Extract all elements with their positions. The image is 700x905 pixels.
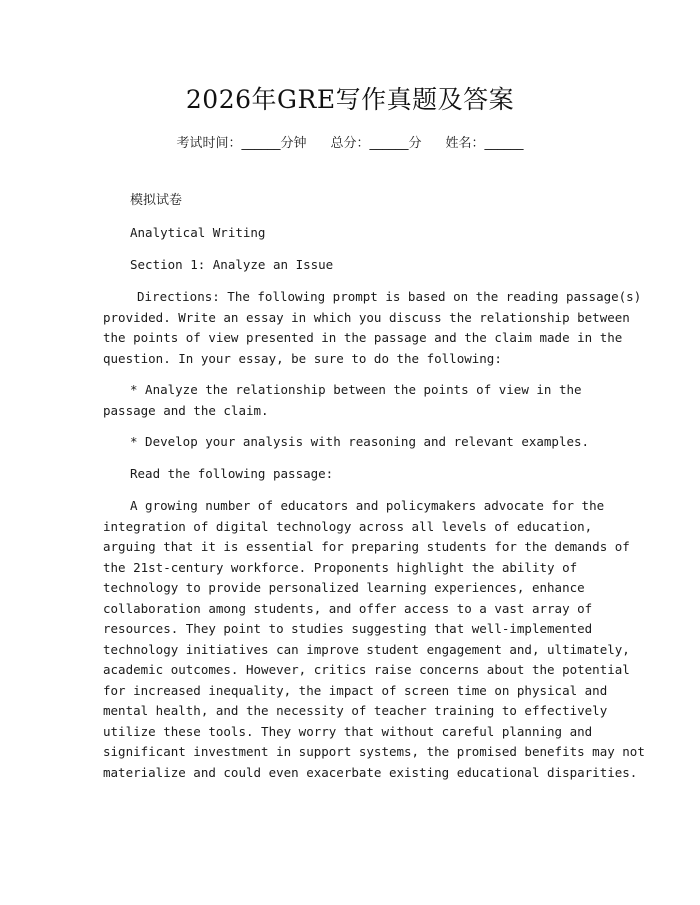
exam-time-field: 考试时间：______分钟: [176, 136, 307, 151]
passage-line: utilize these tools. They worry that without careful planning and: [103, 723, 593, 739]
bullet-item-develop: * Develop your analysis with reasoning and relevant examples.: [130, 434, 590, 449]
section-heading: Section 1: Analyze an Issue: [130, 257, 334, 272]
directions-line: provided. Write an essay in which you discuss the relationship between: [103, 309, 630, 325]
mock-exam-heading: 模拟试卷: [130, 193, 183, 208]
bullet-line: * Analyze the relationship between the points of view in the: [130, 382, 582, 397]
passage-line: resources. They point to studies suggesting that well-implemented: [103, 621, 593, 636]
passage-line: the 21st-century workforce. Proponents highlight the ability of: [103, 559, 578, 575]
directions-line: the points of view presented in the passage and the claim made in the: [103, 330, 623, 345]
passage-line: materialize and could even exacerbate existing educational disparities.: [103, 764, 638, 780]
directions-line: question. In your essay, be sure to do the following:: [103, 350, 502, 366]
directions-line: Directions: The following prompt is based on the reading passage(s): [137, 289, 642, 304]
exam-meta-line: [0, 132, 700, 151]
passage-line: technology initiatives can improve student engagement and, ultimately,: [103, 641, 630, 657]
passage-line: A growing number of educators and policymakers advocate for the: [130, 498, 605, 513]
passage-line: mental health, and the necessity of teacher training to effectively: [103, 703, 608, 718]
passage-paragraph: [103, 496, 645, 783]
directions-paragraph: [103, 287, 642, 369]
section-type-heading: Analytical Writing: [130, 225, 266, 240]
bullet-item-analyze: [103, 380, 608, 421]
passage-line: academic outcomes. However, critics raise concerns about the potential: [103, 662, 630, 677]
name-field: 姓名：______: [445, 136, 524, 151]
passage-line: technology to provide personalized learning experiences, enhance: [103, 580, 585, 595]
passage-line: for increased inequality, the impact of screen time on physical and: [103, 682, 608, 698]
passage-line: significant investment in support systems, the promised benefits may not: [103, 744, 645, 759]
passage-line: collaboration among students, and offer access to a vast array of: [103, 600, 593, 616]
passage-line: integration of digital technology across all levels of education,: [103, 518, 593, 534]
passage-line: arguing that it is essential for preparing students for the demands of: [103, 539, 630, 554]
page-title: 2026年GRE写作真题及答案: [185, 85, 515, 114]
total-score-field: 总分：______分: [330, 136, 422, 151]
bullet-line: passage and the claim.: [103, 402, 269, 418]
read-prompt: Read the following passage:: [130, 466, 334, 481]
